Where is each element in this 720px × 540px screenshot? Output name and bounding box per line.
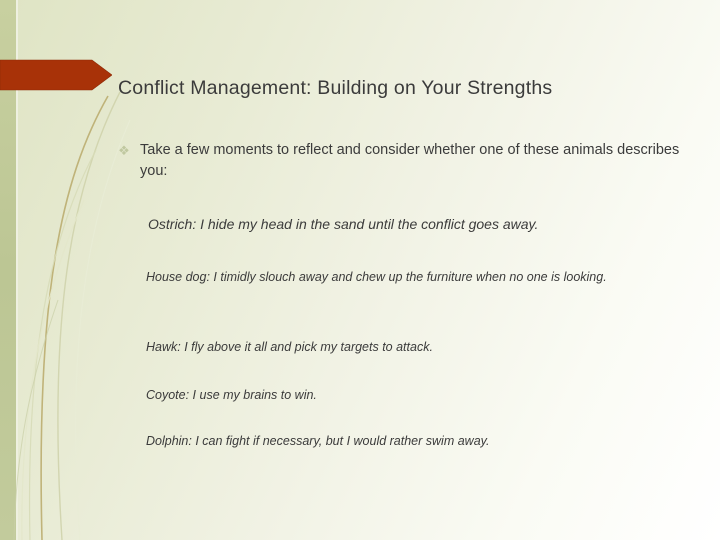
bullet-item <box>116 140 686 182</box>
list-item-house-dog: House dog: I timidly slouch away and chew up the furniture when no one is looking. <box>146 270 607 284</box>
list-item-coyote: Coyote: I use my brains to win. <box>146 388 317 402</box>
red-arrow-banner <box>0 56 112 94</box>
bullet-item-label: Take a few moments to reflect and consider whether one of these animals describes you: <box>140 142 680 179</box>
diamond-bullet-icon: ❖ <box>118 143 130 158</box>
list-item-ostrich: Ostrich: I hide my head in the sand until the conflict goes away. <box>148 216 539 232</box>
list-item-hawk: Hawk: I fly above it all and pick my targets to attack. <box>146 340 433 354</box>
list-item-dolphin: Dolphin: I can fight if necessary, but I would rather swim away. <box>146 434 490 448</box>
page-title: Conflict Management: Building on Your Strengths <box>118 77 553 100</box>
